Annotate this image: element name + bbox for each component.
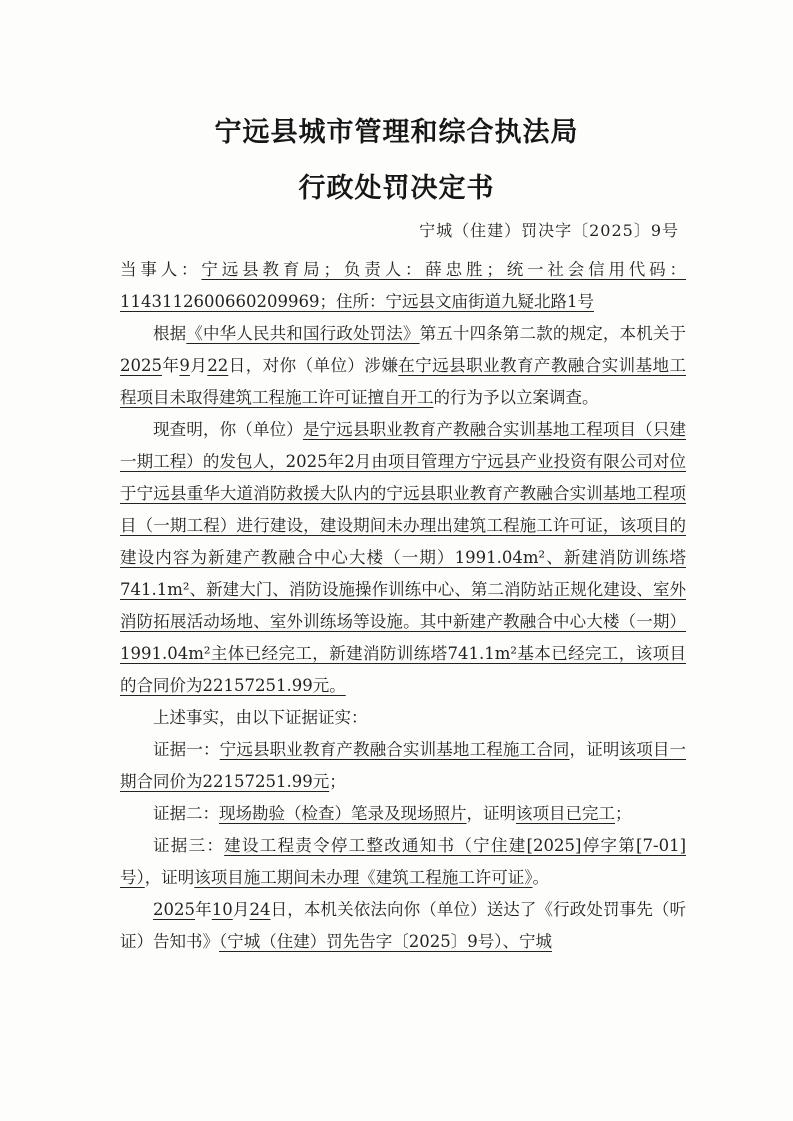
facts-paragraph	[120, 414, 686, 702]
notice-text: 日，本机关依法向你（单位）送达了《行政处罚事先（听证）告知书》	[120, 900, 687, 951]
case-text: 第五十四条第二款的规定，本机关于	[419, 324, 687, 343]
case-text: 年	[162, 356, 180, 375]
document-body	[120, 254, 686, 958]
case-year: 2025	[120, 356, 162, 375]
document-type-title: 行政处罚决定书	[298, 173, 495, 204]
evidence-label: 证据二：	[153, 804, 219, 823]
alleged-act: 在宁远县职业教育产教融合实训基地工程项目未取得建筑工程施工许可证擅自开工	[120, 356, 687, 407]
evidence-text: ；	[329, 772, 346, 791]
notice-reference: （宁城（住建）罚先告字〔2025〕9号）、宁城	[219, 932, 552, 951]
evidence-one	[120, 734, 686, 798]
case-month: 9	[179, 356, 190, 375]
party-paragraph	[120, 254, 686, 318]
case-text: 根据	[153, 324, 187, 343]
evidence-text: ；	[615, 804, 632, 823]
case-day: 22	[207, 356, 229, 375]
evidence-intro: 上述事实，由以下证据证实：	[153, 708, 368, 727]
evidence-text: ，证明	[144, 868, 195, 887]
case-text: 月	[189, 356, 208, 375]
law-reference: 《中华人民共和国行政处罚法》	[186, 324, 420, 343]
facts-details: 是宁远县职业教育产教融合实训基地工程项目（只建一期工程）的发包人，2025年2月由项目管理方宁远县产业投资有限公司对位于宁远县重华大道消防救援大队内的宁远县职业教育产教融合实训基地工程项目（一期工程）进行建设，建设期间未办理出建筑工程施工许可证，该项目的建设内容为新建产教融合中心大楼（一期）1991.04m²、新建消防训练塔741.1m²、新建大门、消防设施操作训练中心、第二消防站正规化建设、室外消防拓展活动场地、室外训练场等设施。其中新建产教融合中心大楼（一期）1991.04m²主体已经完工，新建消防训练塔741.1m²基本已经完工，该项目的合同价为22157251.99元。	[120, 420, 687, 695]
notice-text: 月	[232, 900, 250, 919]
case-text: 日，对你（单位）涉嫌	[228, 356, 399, 375]
party-info: 宁远县教育局；负责人：薛忠胜；统一社会信用代码：114311260066020996​9；住所：宁远县文庙街道九疑北路1号	[120, 260, 687, 311]
notice-day: 24	[249, 900, 271, 919]
evidence-two	[120, 798, 686, 830]
facts-text: 现查明，你（单位）	[153, 420, 303, 439]
evidence-proof: 该项目一期合同价为22157251.99元	[120, 740, 687, 791]
evidence-proof: 该项目施工期间未办理《建筑工程施工许可证》	[194, 868, 533, 887]
evidence-text: 。	[532, 868, 549, 887]
evidence-text: ，证明	[569, 740, 620, 759]
notice-year: 2025	[153, 900, 195, 919]
notice-month: 10	[211, 900, 233, 919]
notice-paragraph	[120, 894, 686, 958]
agency-title: 宁远县城市管理和综合执法局	[214, 117, 579, 148]
evidence-proof: 该项目已完工	[516, 804, 615, 823]
document-number: 宁城（住建）罚决字〔2025〕9号	[419, 221, 679, 240]
evidence-document: 建设工程责令停工整改通知书（宁住建[2025]停字第[7-01]号）	[120, 836, 687, 887]
case-paragraph	[120, 318, 686, 414]
evidence-document: 现场勘验（检查）笔录及现场照片	[219, 804, 467, 823]
evidence-label: 证据三：	[153, 836, 225, 855]
evidence-three	[120, 830, 686, 894]
notice-text: 年	[195, 900, 212, 919]
case-text: 的行为予以立案调查。	[433, 388, 599, 407]
evidence-text: ，证明	[466, 804, 516, 823]
party-label: 当事人：	[120, 260, 202, 279]
evidence-document: 宁远县职业教育产教融合实训基地工程施工合同	[219, 740, 570, 759]
evidence-label: 证据一：	[153, 740, 220, 759]
